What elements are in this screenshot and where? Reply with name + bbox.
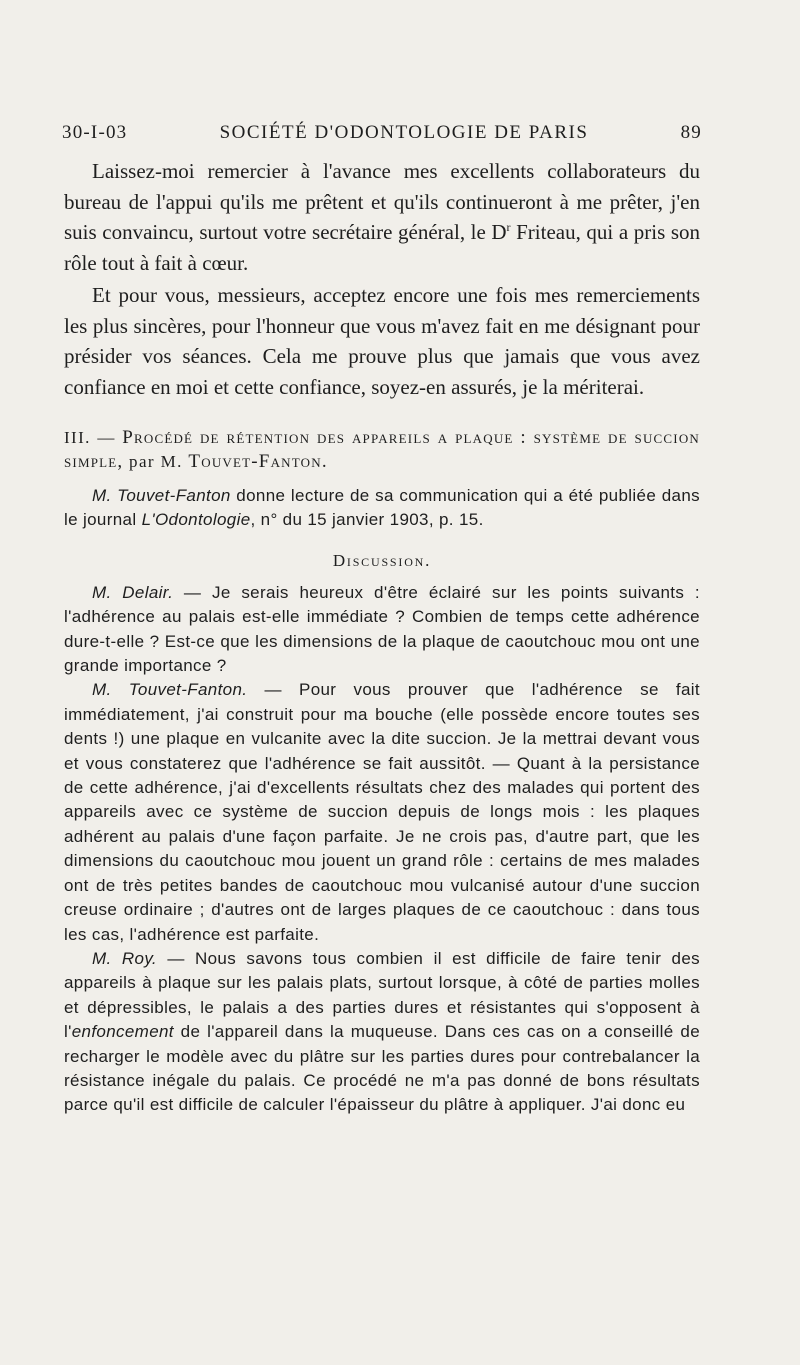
superscript: r: [506, 220, 511, 234]
emphasized-word: enfoncement: [71, 1022, 174, 1042]
discussion-entry-delair: [64, 581, 700, 679]
speaker-name: M. Roy.: [92, 948, 157, 968]
speaker-name: M. Touvet-Fanton: [92, 486, 231, 505]
running-header: [62, 122, 702, 144]
discussion-heading: Discussion.: [332, 550, 432, 570]
section-number: III. —: [64, 428, 123, 447]
paragraph-thanks-text: Laissez-moi remercier à l'avance mes excellents collaborateurs du bureau de l'appui qu'ils me prêtent et qu'ils continueront à me prêter, j'en suis convaincu, surtout votre secrétaire général, le D: [64, 159, 700, 244]
journal-title: L'Odontologie: [141, 510, 251, 530]
speaker-name: M. Delair.: [92, 582, 174, 602]
discussion-text-continued: de l'appareil dans la muqueuse. Dans ces cas on a conseillé de recharger le modèle avec du plâtre sur les parties dures pour contrebalancer la résistance inégale du palais. Ce procédé ne m'a pas donné de bons résultats parce qu'il est difficile de calculer l'épaisseur du plâtre à appliquer. J'ai donc eu: [64, 1022, 700, 1115]
discussion-text: — Pour vous prouver que l'adhérence se fait immédiatement, j'ai construit pour ma bouche (elle possède encore toutes ses dents !) une plaque en vulcanite avec la dite succion. Je la mettrai devant vous et vous constaterez que l'adhérence se fait aussitôt. — Quant à la persistance de cette adhérence, j'ai d'excellents résultats chez des malades qui portent des appareils avec ce système de succion depuis de longs mois : les plaques adhérent au palais d'une façon parfaite. Je ne crois pas, d'autre part, que les dimensions du caoutchouc mou jouent un grand rôle : certains de mes malades ont de très petites bandes de caoutchouc mou vulcanisé autour d'une succion creuse ordinaire ; d'autres ont de larges plaques de ce caoutchouc : dans tous les cas, l'adhérence est parfaite.: [64, 680, 700, 944]
paragraph-thanks: [64, 156, 700, 278]
paragraph-thanks-end: Friteau, qui a pris son rôle tout à fait à cœur.: [64, 220, 700, 275]
paragraph-address-text: Et pour vous, messieurs, acceptez encore une fois mes remerciements les plus sincères, pour l'honneur que vous m'avez fait en me désignant pour présider vos séances. Cela me prouve plus que jamais que vous avez confiance en moi et cette confiance, soyez-en assurés, je la mériterai.: [64, 283, 700, 399]
section-title: Procédé de rétention des appareils a plaque : système de succion simple,: [64, 427, 700, 472]
section-by: par M.: [123, 452, 189, 471]
header-title: SOCIÉTÉ D'ODONTOLOGIE DE PARIS: [219, 122, 589, 143]
header-date: 30-I-03: [62, 122, 128, 143]
communication-paragraph: [64, 484, 700, 533]
body-text: [64, 156, 700, 1118]
communication-reference: , n° du 15 janvier 1903, p. 15.: [250, 510, 484, 530]
discussion-text: — Je serais heureux d'être éclairé sur les points suivants : l'adhérence au palais est-elle immédiate ? Combien de temps cette adhérence dure-t-elle ? Est-ce que les dimensions de la plaque de caoutchouc mou ont une grande importance ?: [64, 582, 700, 676]
discussion-entry-touvet-fanton: [64, 678, 700, 946]
communication-text: donne lecture de sa communication qui a été publiée dans le journal: [64, 486, 700, 530]
speaker-name: M. Touvet-Fanton.: [92, 680, 248, 700]
page-number: 89: [680, 122, 702, 143]
discussion-entry-roy: [64, 947, 700, 1118]
paragraph-address: [64, 280, 700, 402]
section-author: Touvet-Fanton.: [188, 451, 328, 472]
discussion-text: — Nous savons tous combien il est difficile de faire tenir des appareils à plaque sur les palais plats, surtout lorsque, à côté de parties molles et dépressibles, le palais a des parties dures et résistantes qui s'opposent à l': [64, 948, 700, 1042]
section-heading: [64, 426, 700, 474]
